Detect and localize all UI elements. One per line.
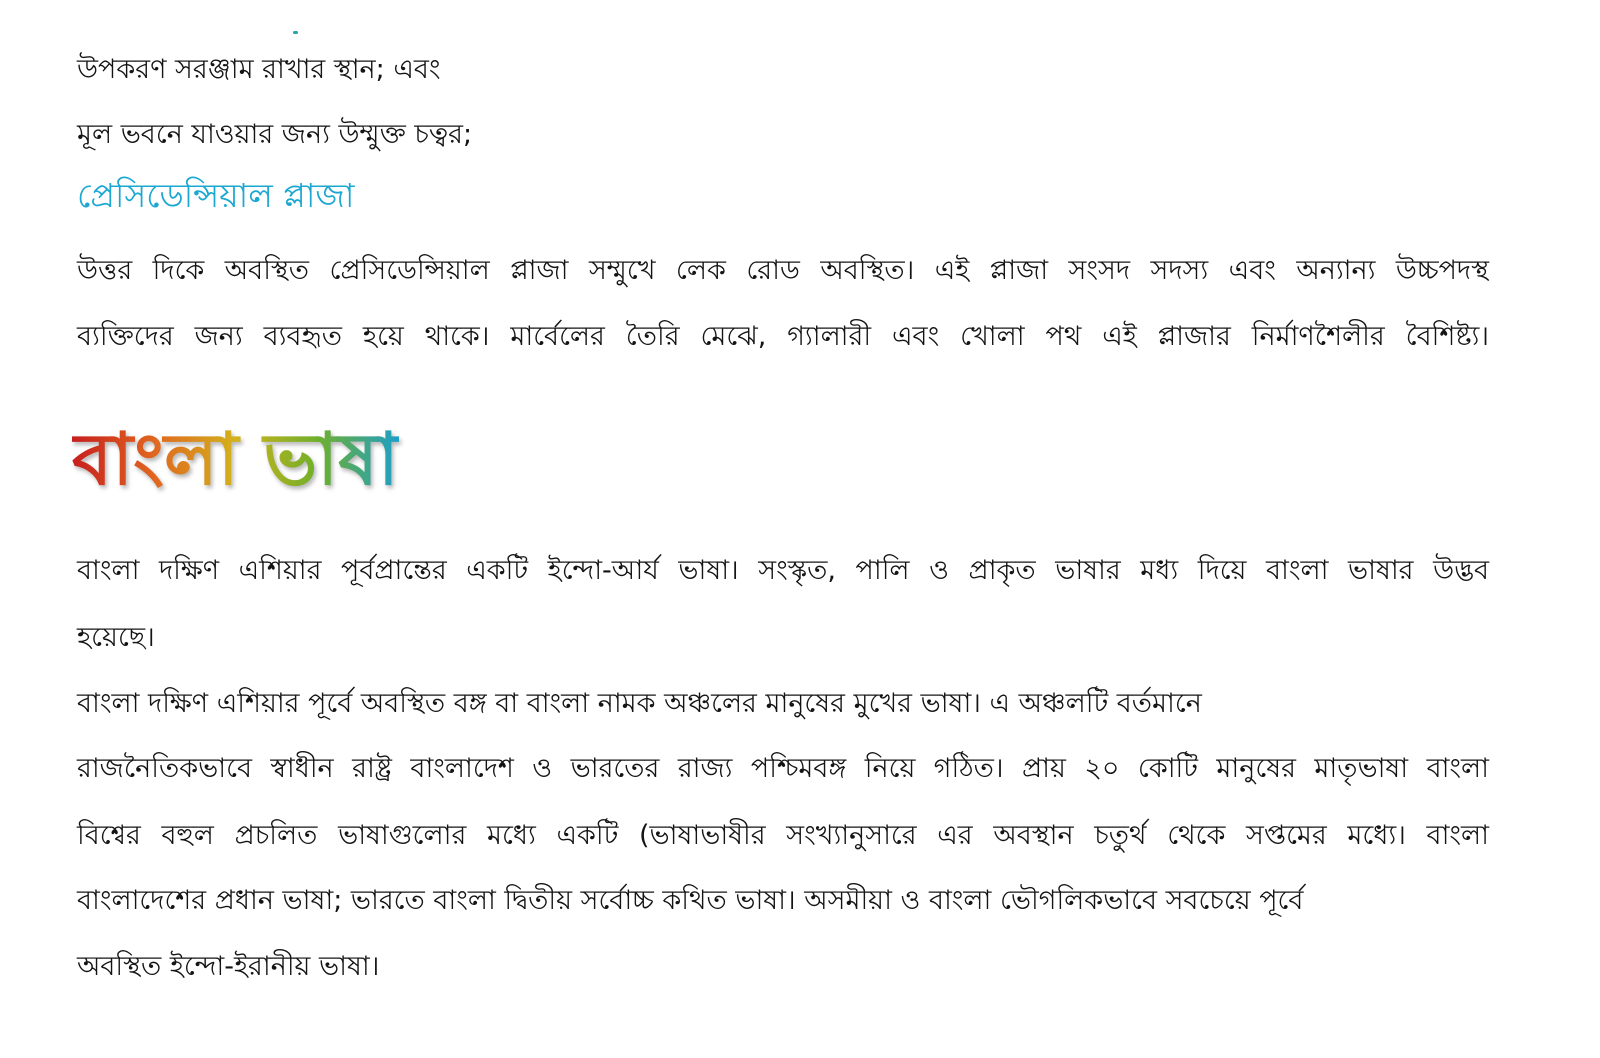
bangla-paragraph-2-line-1: বাংলা দক্ষিণ এশিয়ার পূর্বে অবস্থিত বঙ্গ বা বাংলা নামক অঞ্চলের মানুষের মুখের ভাষা। এ অঞ্চলটি বর্তমানে — [77, 688, 1202, 719]
bangla-paragraph-1-line-2: হয়েছে। — [77, 622, 155, 653]
list-line-open-plaza: মূল ভবনে যাওয়ার জন্য উম্মুক্ত চত্বর; — [77, 119, 473, 150]
bangla-paragraph-2-line-4: বাংলাদেশের প্রধান ভাষা; ভারতে বাংলা দ্বিতীয় সর্বোচ্চ কথিত ভাষা। অসমীয়া ও বাংলা ভৌগলিকভাবে সবচেয়ে পূর্বে — [77, 885, 1304, 916]
decorative-dot — [293, 31, 298, 34]
list-line-storage: উপকরণ সরঞ্জাম রাখার স্থান; এবং — [77, 54, 441, 85]
bangla-paragraph-2-line-3: বিশ্বের বহুল প্রচলিত ভাষাগুলোর মধ্যে একটি (ভাষাভাষীর সংখ্যানুসারে এর অবস্থান চতুর্থ থেকে সপ্তমের মধ্যে। বাংলা — [77, 820, 1489, 851]
bangla-language-title: বাংলা ভাষা — [72, 414, 399, 504]
presidential-paragraph-line-2: ব্যক্তিদের জন্য ব্যবহৃত হয়ে থাকে। মার্বেলের তৈরি মেঝে, গ্যালারী এবং খোলা পথ এই প্লাজার নির্মাণশৈলীর বৈশিষ্ট্য। — [77, 321, 1489, 352]
bangla-paragraph-2-line-5: অবস্থিত ইন্দো-ইরানীয় ভাষা। — [77, 951, 380, 982]
presidential-plaza-heading: প্রেসিডেন্সিয়াল প্লাজা — [77, 176, 355, 215]
presidential-paragraph-line-1: উত্তর দিকে অবস্থিত প্রেসিডেন্সিয়াল প্লাজা সম্মুখে লেক রোড অবস্থিত। এই প্লাজা সংসদ সদস্য এবং অন্যান্য উচ্চপদস্থ — [77, 255, 1489, 286]
bangla-paragraph-1-line-1: বাংলা দক্ষিণ এশিয়ার পূর্বপ্রান্তের একটি ইন্দো-আর্য ভাষা। সংস্কৃত, পালি ও প্রাকৃত ভাষার মধ্য দিয়ে বাংলা ভাষার উদ্ভব — [77, 555, 1489, 586]
bangla-paragraph-2-line-2: রাজনৈতিকভাবে স্বাধীন রাষ্ট্র বাংলাদেশ ও ভারতের রাজ্য পশ্চিমবঙ্গ নিয়ে গঠিত। প্রায় ২০ কোটি মানুষের মাতৃভাষা বাংলা — [77, 753, 1489, 784]
